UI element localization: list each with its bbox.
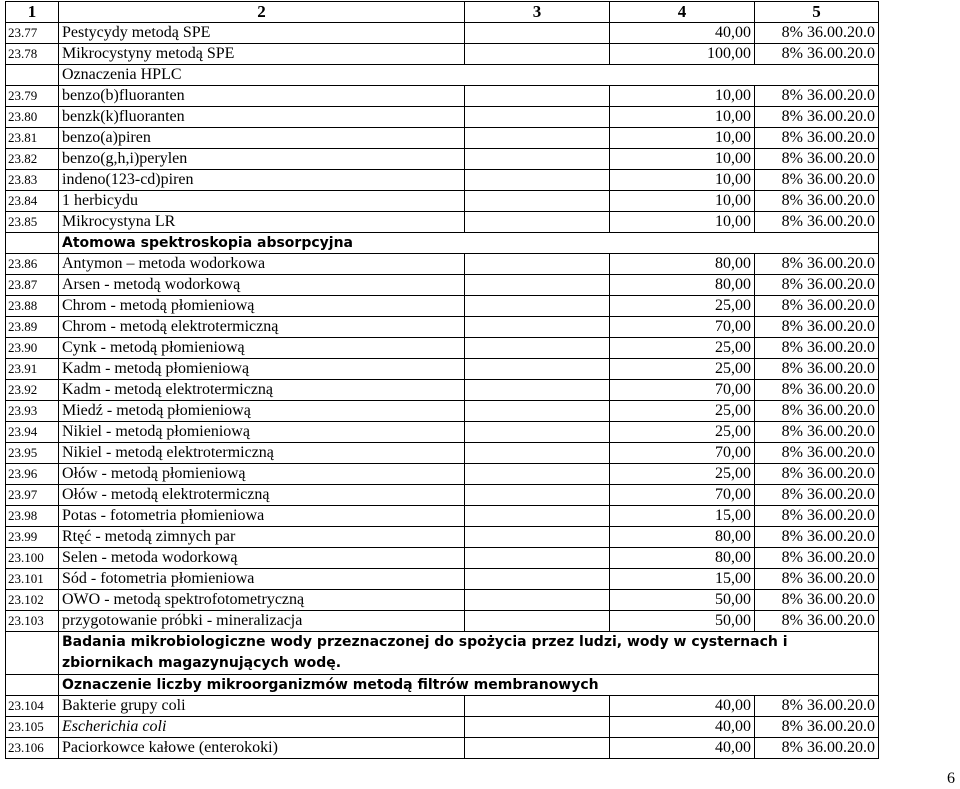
item-vat-code: 8% 36.00.20.0 [755, 717, 879, 738]
item-name: Kadm - metodą elektrotermiczną [59, 380, 465, 401]
item-price: 10,00 [610, 191, 755, 212]
item-name: przygotowanie próbki - mineralizacja [59, 611, 465, 632]
item-vat-code: 8% 36.00.20.0 [755, 422, 879, 443]
item-number: 23.92 [6, 380, 59, 401]
item-number: 23.99 [6, 527, 59, 548]
table-row [6, 107, 879, 128]
item-price: 50,00 [610, 590, 755, 611]
item-price: 70,00 [610, 443, 755, 464]
section-header-row [6, 632, 879, 675]
item-name: Potas - fotometria płomieniowa [59, 506, 465, 527]
empty-cell [465, 548, 610, 569]
table-row [6, 611, 879, 632]
table-row [6, 296, 879, 317]
item-price: 10,00 [610, 107, 755, 128]
column-header-1: 1 [6, 2, 59, 23]
item-price: 25,00 [610, 338, 755, 359]
empty-cell [465, 696, 610, 717]
item-vat-code: 8% 36.00.20.0 [755, 506, 879, 527]
empty-cell [465, 296, 610, 317]
item-name: Mikrocystyna LR [59, 212, 465, 233]
item-name: Arsen - metodą wodorkową [59, 275, 465, 296]
empty-cell [465, 128, 610, 149]
item-number: 23.102 [6, 590, 59, 611]
empty-cell [465, 317, 610, 338]
item-name: Paciorkowce kałowe (enterokoki) [59, 738, 465, 759]
item-price: 40,00 [610, 23, 755, 44]
empty-cell [465, 149, 610, 170]
item-vat-code: 8% 36.00.20.0 [755, 338, 879, 359]
empty-cell [465, 359, 610, 380]
empty-cell [465, 338, 610, 359]
column-header-3: 3 [465, 2, 610, 23]
item-price: 25,00 [610, 464, 755, 485]
item-vat-code: 8% 36.00.20.0 [755, 443, 879, 464]
empty-cell [465, 485, 610, 506]
empty-cell [465, 275, 610, 296]
item-number: 23.101 [6, 569, 59, 590]
item-number: 23.98 [6, 506, 59, 527]
item-number: 23.81 [6, 128, 59, 149]
table-row [6, 527, 879, 548]
item-vat-code: 8% 36.00.20.0 [755, 738, 879, 759]
table-row [6, 212, 879, 233]
item-price: 50,00 [610, 611, 755, 632]
item-number: 23.79 [6, 86, 59, 107]
item-price: 25,00 [610, 296, 755, 317]
item-vat-code: 8% 36.00.20.0 [755, 128, 879, 149]
item-vat-code: 8% 36.00.20.0 [755, 569, 879, 590]
item-price: 80,00 [610, 527, 755, 548]
item-vat-code: 8% 36.00.20.0 [755, 149, 879, 170]
table-row [6, 86, 879, 107]
item-vat-code: 8% 36.00.20.0 [755, 401, 879, 422]
item-number: 23.85 [6, 212, 59, 233]
table-row [6, 275, 879, 296]
table-row [6, 44, 879, 65]
column-header-5: 5 [755, 2, 879, 23]
item-number: 23.97 [6, 485, 59, 506]
empty-cell [465, 464, 610, 485]
table-row [6, 359, 879, 380]
table-row [6, 401, 879, 422]
column-header-2: 2 [59, 2, 465, 23]
item-price: 70,00 [610, 485, 755, 506]
section-header-row [6, 65, 879, 86]
item-vat-code: 8% 36.00.20.0 [755, 44, 879, 65]
item-price: 80,00 [610, 254, 755, 275]
item-price: 80,00 [610, 275, 755, 296]
item-number: 23.106 [6, 738, 59, 759]
table-row [6, 422, 879, 443]
item-price: 25,00 [610, 359, 755, 380]
table-row [6, 191, 879, 212]
item-price: 15,00 [610, 506, 755, 527]
item-name: Chrom - metodą płomieniową [59, 296, 465, 317]
item-vat-code: 8% 36.00.20.0 [755, 527, 879, 548]
item-vat-code: 8% 36.00.20.0 [755, 23, 879, 44]
item-price: 25,00 [610, 401, 755, 422]
item-price: 100,00 [610, 44, 755, 65]
item-number: 23.87 [6, 275, 59, 296]
section-title: Oznaczenia HPLC [59, 65, 879, 86]
item-number: 23.86 [6, 254, 59, 275]
item-price: 40,00 [610, 738, 755, 759]
section-title: Atomowa spektroskopia absorpcyjna [59, 233, 879, 254]
item-number: 23.77 [6, 23, 59, 44]
table-row [6, 506, 879, 527]
item-price: 70,00 [610, 317, 755, 338]
table-row [6, 717, 879, 738]
item-vat-code: 8% 36.00.20.0 [755, 107, 879, 128]
empty-cell [6, 65, 59, 86]
item-name: Ołów - metodą elektrotermiczną [59, 485, 465, 506]
item-number: 23.95 [6, 443, 59, 464]
item-vat-code: 8% 36.00.20.0 [755, 464, 879, 485]
item-name: Mikrocystyny metodą SPE [59, 44, 465, 65]
empty-cell [465, 422, 610, 443]
empty-cell [465, 401, 610, 422]
item-price: 70,00 [610, 380, 755, 401]
section-header-row [6, 233, 879, 254]
item-number: 23.90 [6, 338, 59, 359]
item-name: Ołów - metodą płomieniową [59, 464, 465, 485]
item-name: Pestycydy metodą SPE [59, 23, 465, 44]
empty-cell [465, 611, 610, 632]
empty-cell [465, 86, 610, 107]
empty-cell [6, 675, 59, 696]
item-vat-code: 8% 36.00.20.0 [755, 359, 879, 380]
table-row [6, 254, 879, 275]
item-price: 15,00 [610, 569, 755, 590]
item-price: 40,00 [610, 696, 755, 717]
item-number: 23.83 [6, 170, 59, 191]
table-row [6, 464, 879, 485]
section-title: Badania mikrobiologiczne wody przeznaczonej do spożycia przez ludzi, wody w cysternach i zbiornikach magazynujących wodę. [59, 632, 879, 675]
item-vat-code: 8% 36.00.20.0 [755, 380, 879, 401]
table-row [6, 23, 879, 44]
empty-cell [465, 170, 610, 191]
empty-cell [465, 212, 610, 233]
table-row [6, 696, 879, 717]
table-row [6, 485, 879, 506]
empty-cell [465, 44, 610, 65]
item-number: 23.88 [6, 296, 59, 317]
empty-cell [465, 380, 610, 401]
section-title: Oznaczenie liczby mikroorganizmów metodą filtrów membranowych [59, 675, 879, 696]
item-name: Antymon – metoda wodorkowa [59, 254, 465, 275]
item-price: 80,00 [610, 548, 755, 569]
table-row [6, 590, 879, 611]
empty-cell [465, 738, 610, 759]
item-vat-code: 8% 36.00.20.0 [755, 275, 879, 296]
item-price: 10,00 [610, 86, 755, 107]
item-vat-code: 8% 36.00.20.0 [755, 317, 879, 338]
column-header-4: 4 [610, 2, 755, 23]
item-price: 10,00 [610, 128, 755, 149]
empty-cell [465, 527, 610, 548]
item-name: Bakterie grupy coli [59, 696, 465, 717]
item-vat-code: 8% 36.00.20.0 [755, 548, 879, 569]
item-vat-code: 8% 36.00.20.0 [755, 254, 879, 275]
item-vat-code: 8% 36.00.20.0 [755, 212, 879, 233]
table-row [6, 738, 879, 759]
section-header-row [6, 675, 879, 696]
item-number: 23.80 [6, 107, 59, 128]
item-name: Nikiel - metodą elektrotermiczną [59, 443, 465, 464]
empty-cell [465, 23, 610, 44]
item-price: 40,00 [610, 717, 755, 738]
item-number: 23.91 [6, 359, 59, 380]
item-number: 23.89 [6, 317, 59, 338]
item-number: 23.105 [6, 717, 59, 738]
item-number: 23.84 [6, 191, 59, 212]
item-price: 10,00 [610, 149, 755, 170]
item-number: 23.94 [6, 422, 59, 443]
item-name: benzk(k)fluoranten [59, 107, 465, 128]
item-number: 23.78 [6, 44, 59, 65]
empty-cell [465, 443, 610, 464]
item-name: Miedź - metodą płomieniową [59, 401, 465, 422]
item-name: Chrom - metodą elektrotermiczną [59, 317, 465, 338]
table-row [6, 338, 879, 359]
item-name: Sód - fotometria płomieniowa [59, 569, 465, 590]
item-name: benzo(b)fluoranten [59, 86, 465, 107]
page-number: 6 [947, 770, 955, 787]
item-name: indeno(123-cd)piren [59, 170, 465, 191]
item-vat-code: 8% 36.00.20.0 [755, 590, 879, 611]
table-row [6, 170, 879, 191]
header-row [6, 2, 879, 23]
item-name: 1 herbicydu [59, 191, 465, 212]
item-vat-code: 8% 36.00.20.0 [755, 86, 879, 107]
item-name: Selen - metoda wodorkową [59, 548, 465, 569]
item-vat-code: 8% 36.00.20.0 [755, 191, 879, 212]
item-number: 23.103 [6, 611, 59, 632]
item-number: 23.96 [6, 464, 59, 485]
item-number: 23.100 [6, 548, 59, 569]
item-vat-code: 8% 36.00.20.0 [755, 611, 879, 632]
item-number: 23.104 [6, 696, 59, 717]
table-row [6, 569, 879, 590]
item-price: 25,00 [610, 422, 755, 443]
empty-cell [465, 191, 610, 212]
item-number: 23.82 [6, 149, 59, 170]
empty-cell [465, 254, 610, 275]
empty-cell [465, 717, 610, 738]
table-row [6, 317, 879, 338]
price-list-body [6, 2, 879, 759]
table-row [6, 443, 879, 464]
item-name: Kadm - metodą płomieniową [59, 359, 465, 380]
empty-cell [6, 632, 59, 675]
item-name: Nikiel - metodą płomieniową [59, 422, 465, 443]
table-row [6, 380, 879, 401]
item-vat-code: 8% 36.00.20.0 [755, 296, 879, 317]
empty-cell [465, 590, 610, 611]
item-name: Cynk - metodą płomieniową [59, 338, 465, 359]
item-vat-code: 8% 36.00.20.0 [755, 170, 879, 191]
item-price: 10,00 [610, 170, 755, 191]
empty-cell [465, 569, 610, 590]
item-name: benzo(g,h,i)perylen [59, 149, 465, 170]
item-name: OWO - metodą spektrofotometryczną [59, 590, 465, 611]
item-vat-code: 8% 36.00.20.0 [755, 485, 879, 506]
empty-cell [6, 233, 59, 254]
price-list-table [5, 1, 879, 759]
item-vat-code: 8% 36.00.20.0 [755, 696, 879, 717]
table-row [6, 548, 879, 569]
empty-cell [465, 107, 610, 128]
table-row [6, 128, 879, 149]
table-row [6, 149, 879, 170]
item-number: 23.93 [6, 401, 59, 422]
item-name: Rtęć - metodą zimnych par [59, 527, 465, 548]
empty-cell [465, 506, 610, 527]
item-name: benzo(a)piren [59, 128, 465, 149]
item-price: 10,00 [610, 212, 755, 233]
item-name: Escherichia coli [59, 717, 465, 738]
